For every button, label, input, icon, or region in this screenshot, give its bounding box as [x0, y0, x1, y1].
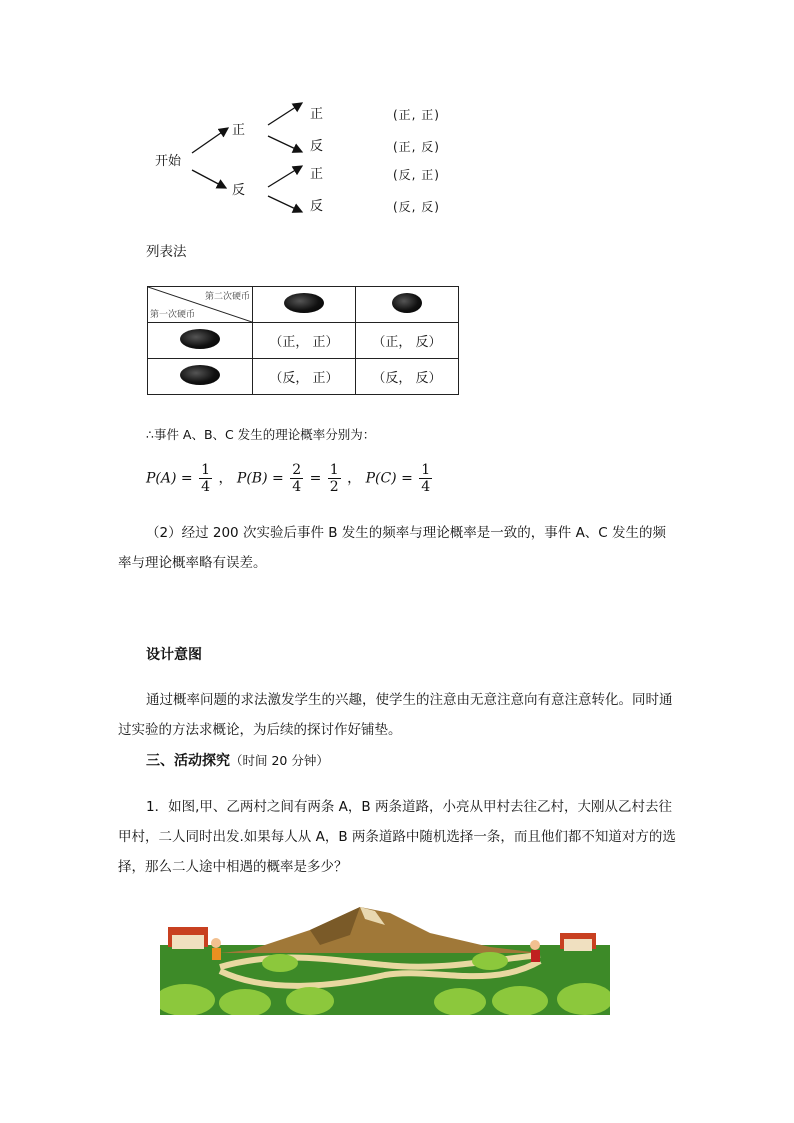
tree-l1-zheng: 正	[232, 123, 246, 138]
corner-top-label: 第二次硬币	[204, 292, 250, 302]
coin-heads-icon	[180, 329, 220, 349]
tree-l2-4: 反	[310, 199, 324, 214]
table-method-label: 列表法	[146, 244, 187, 260]
tree-l2-1: 正	[310, 107, 324, 122]
tree-outcome-4: (反, 反)	[393, 200, 440, 214]
person-xiaoliang	[211, 938, 221, 948]
branch-start-to-zheng	[192, 128, 228, 153]
branch-fan-fan	[268, 196, 302, 212]
corner-bottom-label: 第一次硬币	[150, 310, 196, 320]
tree-l2-3: 正	[310, 167, 324, 182]
row-coin-cell	[148, 323, 253, 359]
pa-fraction: $\frac{1}{4}$	[201, 462, 211, 495]
branch-fan-zheng	[268, 166, 302, 187]
tree-outcome-1: (正, 正)	[393, 108, 440, 122]
tree-l2-2: 反	[310, 139, 324, 154]
paragraph-2: （2）经过 200 次实验后事件 B 发生的频率与理论概率是一致的，事件 A、C 发生的频率与理论概率略有误差。	[118, 525, 667, 571]
header-coin-cell	[253, 287, 356, 323]
coin-heads-icon	[284, 293, 324, 313]
table-corner-cell	[148, 287, 253, 323]
tree-start: 开始	[155, 154, 182, 169]
table-row	[148, 323, 459, 359]
design-text: 通过概率问题的求法激发学生的兴趣，使学生的注意由无意注意向有意注意转化。同时通过实验的方法求概论，为后续的探讨作好铺垫。	[118, 692, 673, 738]
pb-label: P(B) =	[236, 470, 284, 487]
table-cell: （反， 正）	[253, 359, 356, 395]
pa-label: P(A) =	[146, 470, 193, 487]
tree-outcome-2: (正, 反)	[393, 140, 440, 154]
design-heading: 设计意图	[146, 647, 202, 663]
section3-heading-line	[146, 750, 329, 770]
tree-outcome-3: (反, 正)	[393, 168, 440, 182]
table-row	[148, 287, 459, 323]
branch-start-to-fan	[192, 170, 226, 188]
table-cell: （正， 反）	[356, 323, 459, 359]
table-cell: （正， 正）	[253, 323, 356, 359]
person-dagang	[530, 940, 540, 950]
row-coin-cell	[148, 359, 253, 395]
equals-sign: =	[309, 470, 322, 487]
problem-1: 1．如图,甲、乙两村之间有两条 A，B 两条道路，小亮从甲村去往乙村，大刚从乙村去往甲村，二人同时出发.如果每人从 A，B 两条道路中随机选择一条，而且他们都不知道对方的选择，那么二人途中相遇的概率是多少？	[118, 799, 676, 875]
table-row	[148, 359, 459, 395]
pb-fraction: $\frac{2}{4}$	[292, 462, 302, 495]
section3-heading: 三、活动探究	[146, 753, 230, 769]
pb-fraction-simplified: $\frac{1}{2}$	[329, 462, 339, 495]
pc-label: P(C) =	[365, 470, 413, 487]
coin-tails-icon	[392, 293, 422, 313]
header-coin-cell	[356, 287, 459, 323]
tree-l1-fan: 反	[232, 183, 246, 198]
branch-zheng-zheng	[268, 103, 302, 125]
separator: ，	[218, 470, 233, 487]
pc-fraction: $\frac{1}{4}$	[421, 462, 431, 495]
separator: ，	[347, 470, 362, 487]
village-mountain-illustration	[160, 905, 610, 1015]
table-cell: （反， 反）	[356, 359, 459, 395]
probability-formula	[146, 462, 434, 495]
therefore-line: ∴事件 A、B、C 发生的理论概率分别为：	[146, 427, 376, 442]
outcome-table	[147, 286, 459, 395]
branch-zheng-fan	[268, 136, 302, 152]
section3-time: （时间 20 分钟）	[230, 753, 329, 768]
coin-tails-icon	[180, 365, 220, 385]
